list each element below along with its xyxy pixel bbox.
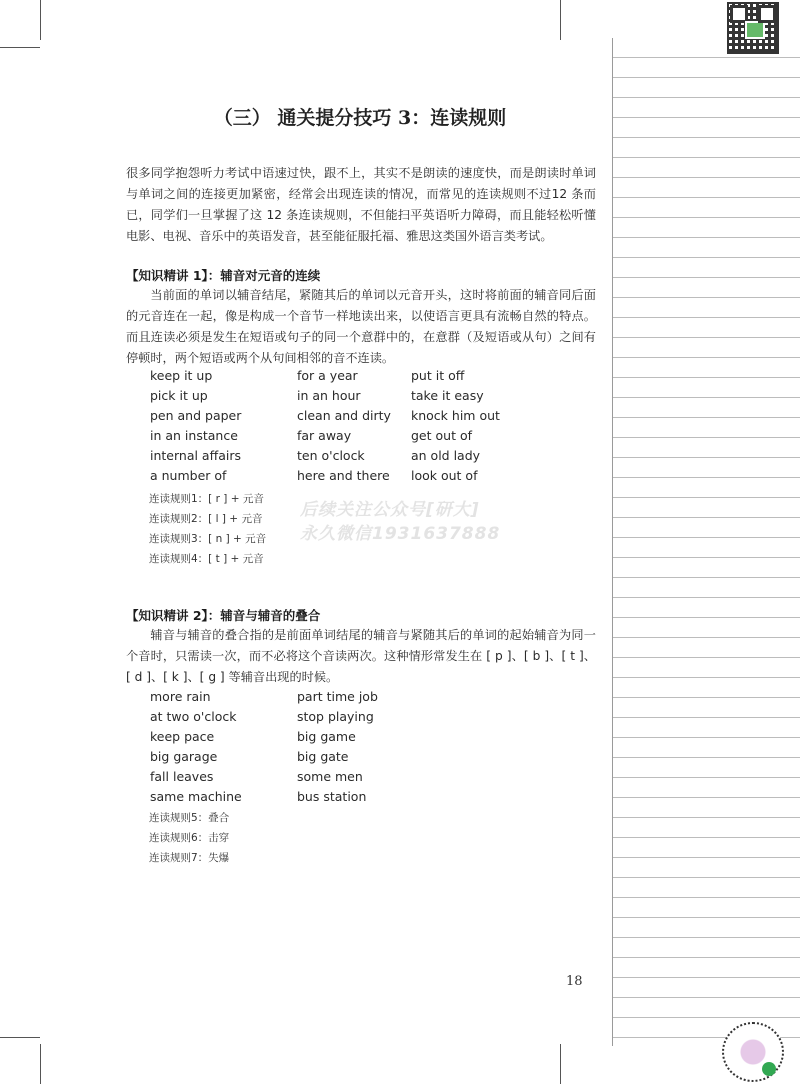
section1-rules bbox=[149, 489, 266, 569]
phrase-item: some men bbox=[297, 769, 363, 784]
phrase-item: part time job bbox=[297, 689, 378, 704]
section1-column-3 bbox=[411, 366, 500, 486]
qr-code-icon bbox=[727, 2, 779, 54]
watermark-line: 后续关注公众号[研大] bbox=[300, 500, 480, 520]
section1-heading: 【知识精讲 1】：辅音对元音的连续 bbox=[126, 268, 321, 283]
phrase-item: here and there bbox=[297, 468, 390, 483]
rule-item: 连读规则6：击穿 bbox=[149, 832, 230, 844]
watermark bbox=[300, 498, 500, 546]
phrase-item: in an instance bbox=[150, 428, 238, 443]
section2-rules bbox=[149, 808, 229, 868]
watermark-line: 永久微信1931637888 bbox=[300, 524, 501, 544]
phrase-item: knock him out bbox=[411, 408, 500, 423]
phrase-item: at two o'clock bbox=[150, 709, 237, 724]
phrase-item: a number of bbox=[150, 468, 227, 483]
phrase-item: for a year bbox=[297, 368, 358, 383]
section1-column-2 bbox=[297, 366, 391, 486]
phrase-item: pick it up bbox=[150, 388, 208, 403]
phrase-item: put it off bbox=[411, 368, 465, 383]
rule-item: 连读规则5：叠合 bbox=[149, 812, 230, 824]
section1-body: 当前面的单词以辅音结尾，紧随其后的单词以元音开头，这时将前面的辅音同后面的元音连在一起，像是构成一个音节一样地读出来，以使语言更具有流畅自然的特点。而且连读必须是发生在短语或句子的同一个意群中的，在意群（及短语或从句）之间有停顿时，两个短语或两个从句间相邻的音不连读。 bbox=[126, 288, 596, 365]
phrase-item: far away bbox=[297, 428, 352, 443]
section2-body: 辅音与辅音的叠合指的是前面单词结尾的辅音与紧随其后的单词的起始辅音为同一个音时，只需读一次，而不必将这个音读两次。这种情形常发生在 [ p ]、[ b ]、[ t ]、[ d ]、[ k ]、[ g ] 等辅音出现的时候。 bbox=[126, 628, 596, 684]
section1-column-1 bbox=[150, 366, 241, 486]
phrase-item: fall leaves bbox=[150, 769, 214, 784]
crop-mark bbox=[560, 1044, 561, 1084]
page-title: （三） 通关提分技巧 3：连读规则 bbox=[213, 107, 507, 129]
phrase-item: big game bbox=[297, 729, 356, 744]
phrase-item: internal affairs bbox=[150, 448, 241, 463]
phrase-item: big garage bbox=[150, 749, 218, 764]
phrase-item: look out of bbox=[411, 468, 478, 483]
section2-column-2 bbox=[297, 687, 378, 807]
phrase-item: ten o'clock bbox=[297, 448, 365, 463]
phrase-item: bus station bbox=[297, 789, 367, 804]
crop-mark bbox=[40, 0, 41, 40]
notes-column bbox=[612, 38, 800, 1046]
rule-item: 连读规则1：[ r ] + 元音 bbox=[149, 493, 264, 505]
phrase-item: same machine bbox=[150, 789, 242, 804]
phrase-item: big gate bbox=[297, 749, 349, 764]
phrase-item: an old lady bbox=[411, 448, 481, 463]
section2-heading: 【知识精讲 2】：辅音与辅音的叠合 bbox=[126, 608, 321, 623]
section2-column-1 bbox=[150, 687, 242, 807]
rule-item: 连读规则4：[ t ] + 元音 bbox=[149, 553, 264, 565]
crop-mark bbox=[40, 1044, 41, 1084]
phrase-item: keep it up bbox=[150, 368, 213, 383]
phrase-item: keep pace bbox=[150, 729, 215, 744]
crop-mark bbox=[0, 1037, 40, 1038]
qr-seal-icon bbox=[722, 1022, 784, 1082]
rule-item: 连读规则3：[ n ] + 元音 bbox=[149, 533, 267, 545]
crop-mark bbox=[0, 47, 40, 48]
rule-item: 连读规则7：失爆 bbox=[149, 852, 230, 864]
page-number: 18 bbox=[566, 974, 583, 989]
rule-item: 连读规则2：[ l ] + 元音 bbox=[149, 513, 263, 525]
intro-paragraph: 很多同学抱怨听力考试中语速过快，跟不上，其实不是朗读的速度快，而是朗读时单词与单词之间的连接更加紧密，经常会出现连读的情况，而常见的连读规则不过12 条而已，同学们一旦掌握了这 12 条连读规则，不但能扫平英语听力障碍，而且能轻松听懂电影、电视、音乐中的英语发音，甚至能征服托福、雅思这类国外语言类考试。 bbox=[126, 166, 596, 243]
phrase-item: pen and paper bbox=[150, 408, 242, 423]
phrase-item: stop playing bbox=[297, 709, 374, 724]
phrase-item: take it easy bbox=[411, 388, 484, 403]
phrase-item: more rain bbox=[150, 689, 211, 704]
phrase-item: get out of bbox=[411, 428, 472, 443]
crop-mark bbox=[560, 0, 561, 40]
phrase-item: in an hour bbox=[297, 388, 361, 403]
phrase-item: clean and dirty bbox=[297, 408, 391, 423]
